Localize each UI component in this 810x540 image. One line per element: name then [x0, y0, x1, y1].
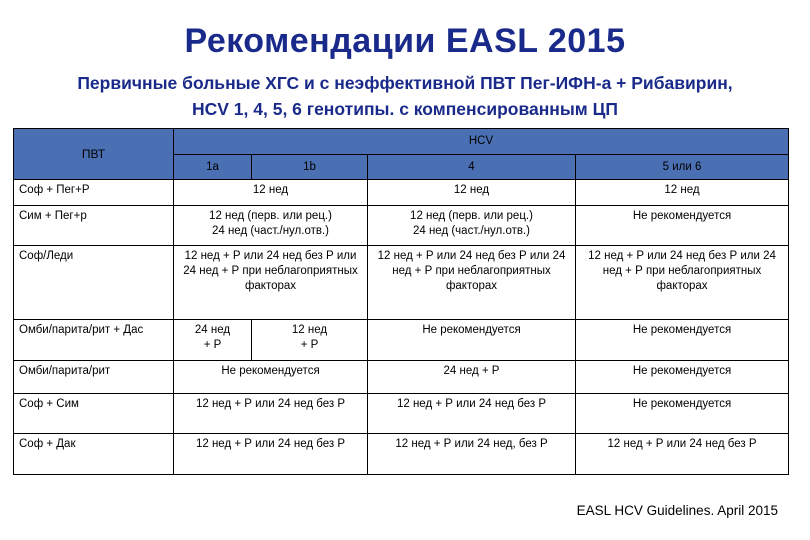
cell-line: 12 нед [291, 324, 328, 336]
table-row [14, 434, 789, 475]
cell-genotype-1: 12 нед + Р или 24 нед без Р или 24 нед + Р при неблагоприятных факторах [174, 246, 368, 320]
subtitle-line-1: Первичные больные ХГС и с неэффективной ПВТ Пег-ИФН-а + Рибавирин, [77, 73, 733, 93]
cell-genotype-4: 12 нед + Р или 24 нед без Р или 24 нед + Р при неблагоприятных факторах [368, 246, 576, 320]
cell-genotype-4: 12 нед + Р или 24 нед без Р [368, 394, 576, 434]
cell-genotype-1: 12 нед + Р или 24 нед без Р [174, 394, 368, 434]
subtitle [0, 70, 810, 122]
table-row [14, 246, 789, 320]
header-genotype-1b: 1b [252, 155, 368, 180]
row-label: Омби/парита/рит [14, 361, 174, 394]
row-label: Соф + Сим [14, 394, 174, 434]
cell-line: 24 нед [194, 324, 231, 336]
cell-genotype-5-6: Не рекомендуется [576, 361, 789, 394]
cell-line: 12 нед (перв. или рец.) [410, 210, 533, 222]
cell-line: 24 нед (част./нул.отв.) [211, 225, 330, 237]
table-row [14, 206, 789, 246]
recommendations-table [13, 128, 789, 475]
subtitle-line-2: HCV 1, 4, 5, 6 генотипы. с компенсированным ЦП [192, 99, 618, 119]
cell-genotype-5-6: 12 нед + Р или 24 нед без Р [576, 434, 789, 475]
citation: EASL HCV Guidelines. April 2015 [576, 503, 778, 518]
row-label: Омби/парита/рит + Дас [14, 320, 174, 361]
header-genotype-1a: 1a [174, 155, 252, 180]
cell-genotype-5-6: 12 нед + Р или 24 нед без Р или 24 нед + Р при неблагоприятных факторах [576, 246, 789, 320]
row-label: Соф/Леди [14, 246, 174, 320]
cell-genotype-4: 12 нед [368, 180, 576, 206]
cell-genotype-1 [174, 206, 368, 246]
cell-genotype-4: 12 нед + Р или 24 нед, без Р [368, 434, 576, 475]
row-label: Сим + Пег+р [14, 206, 174, 246]
cell-genotype-4: Не рекомендуется [368, 320, 576, 361]
cell-genotype-1: 12 нед [174, 180, 368, 206]
cell-genotype-1: 12 нед + Р или 24 нед без Р [174, 434, 368, 475]
table-row [14, 361, 789, 394]
cell-genotype-5-6: Не рекомендуется [576, 206, 789, 246]
header-pvt: ПВТ [14, 129, 174, 180]
table-row [14, 320, 789, 361]
cell-genotype-1: Не рекомендуется [174, 361, 368, 394]
header-genotype-4: 4 [368, 155, 576, 180]
cell-genotype-5-6: 12 нед [576, 180, 789, 206]
page-title: Рекомендации EASL 2015 [184, 22, 626, 60]
cell-genotype-5-6: Не рекомендуется [576, 320, 789, 361]
cell-genotype-1a [174, 320, 252, 361]
table-header [14, 129, 789, 180]
cell-genotype-4 [368, 206, 576, 246]
cell-genotype-1b [252, 320, 368, 361]
table-row [14, 180, 789, 206]
row-label: Соф + Дак [14, 434, 174, 475]
cell-genotype-4: 24 нед + Р [368, 361, 576, 394]
header-genotype-5-6: 5 или 6 [576, 155, 789, 180]
cell-line: 12 нед (перв. или рец.) [209, 210, 332, 222]
cell-line: 24 нед (част./нул.отв.) [412, 225, 531, 237]
cell-line: + Р [300, 339, 319, 351]
cell-genotype-5-6: Не рекомендуется [576, 394, 789, 434]
header-hcv: HCV [174, 129, 789, 155]
table-row [14, 394, 789, 434]
cell-line: + Р [203, 339, 222, 351]
row-label: Соф + Пег+Р [14, 180, 174, 206]
